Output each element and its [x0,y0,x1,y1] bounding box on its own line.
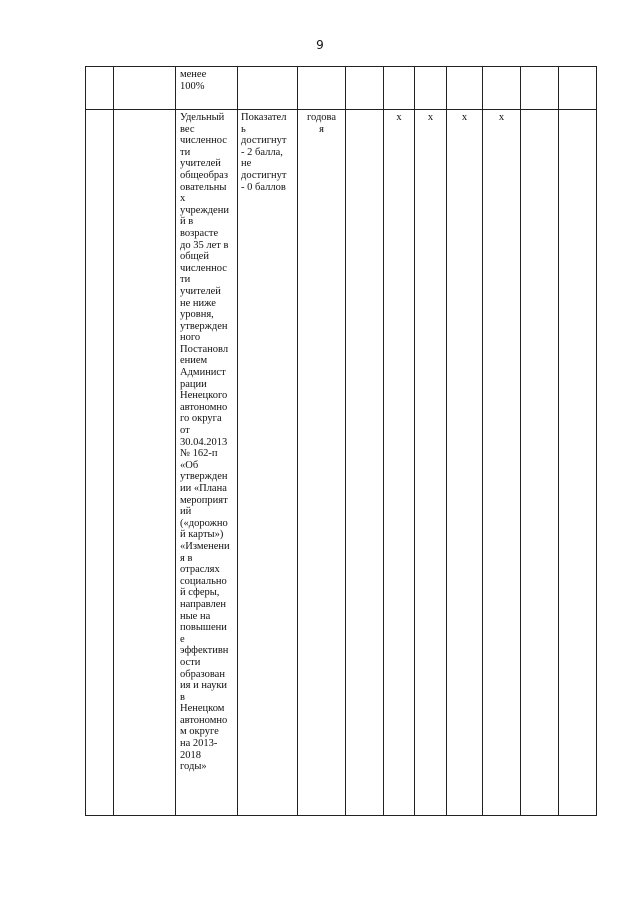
table-cell [415,67,447,110]
table-cell [483,67,521,110]
table-cell [346,110,384,816]
table-cell [521,110,559,816]
page-number: 9 [316,38,324,52]
table-cell [447,67,483,110]
indicator-table-wrapper [85,66,597,816]
table-row [86,110,597,816]
table-cell [86,67,114,110]
table-cell [238,67,298,110]
mark-cell: х [415,110,447,816]
indicator-table [85,66,597,816]
table-cell [86,110,114,816]
criteria-cell: Показател ь достигнут - 2 балла, не достигнут - 0 баллов [238,110,298,816]
mark-cell: х [447,110,483,816]
indicator-cell: Удельный вес численнос ти учителей общеобраз овательны х учреждени й в возрасте до 35 лет в общей численнос ти учителей не ниже уровня, утвержден ного Постановл ением Админист рации Ненецкого автономно го округа от 30.04.2013 № 162-п «Об утвержден ии «Плана мероприят ий («дорожно й карты») «Изменени я в отраслях социально й сферы, направлен ные на повышени е эффективн ости образован ия и науки в Ненецком автономно м округе на 2013- 2018 годы» [176,110,238,816]
table-cell [114,67,176,110]
table-cell [559,67,597,110]
table-cell [559,110,597,816]
table-cell [298,67,346,110]
table-cell [521,67,559,110]
mark-cell: х [483,110,521,816]
table-row [86,67,597,110]
period-cell: годова я [298,110,346,816]
table-cell [346,67,384,110]
mark-cell: х [384,110,415,816]
table-cell [114,110,176,816]
table-cell [384,67,415,110]
table-cell: менее 100% [176,67,238,110]
